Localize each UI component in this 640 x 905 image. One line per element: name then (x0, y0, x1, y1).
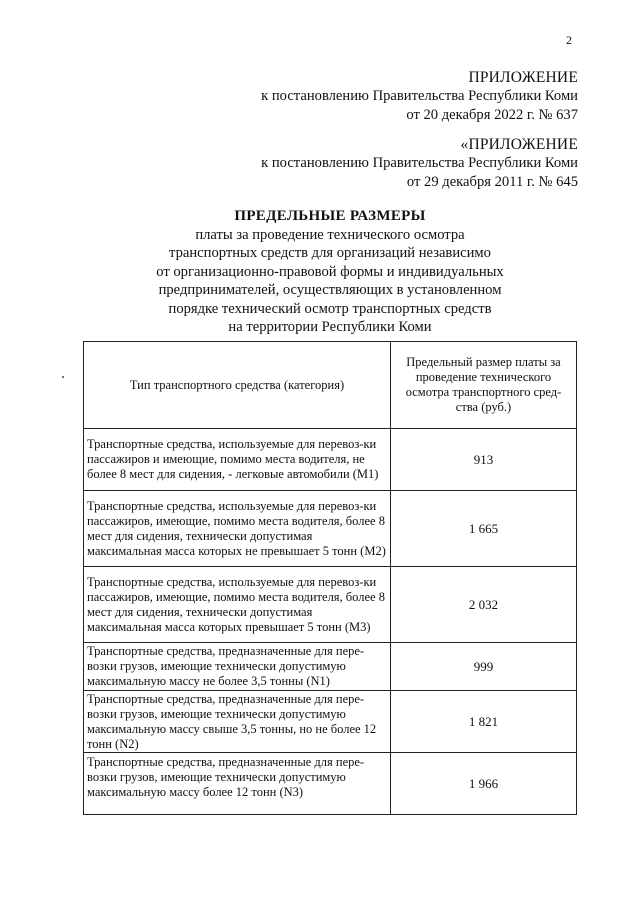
fee-cell: 999 (391, 643, 577, 691)
fee-table (83, 341, 577, 815)
document-title: ПРЕДЕЛЬНЫЕ РАЗМЕРЫ (234, 208, 426, 224)
header-max-fee: Предельный размер платы за проведение технического осмотра транспортного сред-ства (руб.) (391, 342, 577, 429)
fee-cell: 2 032 (391, 567, 577, 643)
vehicle-type-cell: Транспортные средства, используемые для перевоз-ки пассажиров и имеющие, помимо места водителя, не более 8 мест для сидения, - легковые автомобили (M1) (84, 429, 391, 491)
appendix-resolution-line: к постановлению Правительства Республики Коми (261, 155, 578, 171)
title-line: транспортных средств для организаций независимо (169, 245, 491, 261)
table-row (84, 491, 577, 567)
fee-cell: 1 821 (391, 691, 577, 753)
fee-cell: 1 665 (391, 491, 577, 567)
appendix-heading: «ПРИЛОЖЕНИЕ (460, 136, 578, 153)
appendix-date-line: от 29 декабря 2011 г. № 645 (406, 174, 578, 190)
vehicle-type-cell: Транспортные средства, предназначенные для пере-возки грузов, имеющие технически допустимую максимальную массу не более 3,5 тонны (N1) (84, 643, 391, 691)
table-header-row (84, 342, 577, 429)
vehicle-type-cell: Транспортные средства, предназначенные для пере-возки грузов, имеющие технически допустимую максимальную массу свыше 3,5 тонны, но не более 12 тонн (N2) (84, 691, 391, 753)
scan-speck (62, 376, 64, 378)
appendix-current-header (261, 68, 578, 125)
page-number: 2 (566, 33, 572, 47)
title-line: на территории Республики Коми (228, 319, 432, 335)
appendix-original-header (261, 135, 578, 192)
appendix-date-line: от 20 декабря 2022 г. № 637 (406, 107, 578, 123)
appendix-heading: ПРИЛОЖЕНИЕ (468, 69, 578, 86)
document-title-block (100, 207, 560, 337)
table-row (84, 567, 577, 643)
fee-cell: 1 966 (391, 753, 577, 815)
vehicle-type-cell: Транспортные средства, используемые для перевоз-ки пассажиров, имеющие, помимо места водителя, более 8 мест для сидения, технически допустимая максимальная масса которых превышает 5 тонн (M3) (84, 567, 391, 643)
table-row (84, 643, 577, 691)
title-line: предпринимателей, осуществляющих в установленном (158, 282, 502, 298)
appendix-resolution-line: к постановлению Правительства Республики Коми (261, 88, 578, 104)
vehicle-type-cell: Транспортные средства, используемые для перевоз-ки пассажиров, имеющие, помимо места водителя, более 8 мест для сидения, технически допустимая максимальная масса которых не превышает 5 тонн (M2) (84, 491, 391, 567)
table-row (84, 753, 577, 815)
table-row (84, 429, 577, 491)
title-line: платы за проведение технического осмотра (195, 226, 465, 243)
vehicle-type-cell: Транспортные средства, предназначенные для пере-возки грузов, имеющие технически допустимую максимальную массу более 12 тонн (N3) (84, 753, 391, 815)
table-row (84, 691, 577, 753)
title-line: порядке технический осмотр транспортных средств (168, 300, 492, 317)
header-vehicle-type: Тип транспортного средства (категория) (84, 342, 391, 429)
fee-cell: 913 (391, 429, 577, 491)
title-line: от организационно-правовой формы и индивидуальных (156, 263, 504, 280)
